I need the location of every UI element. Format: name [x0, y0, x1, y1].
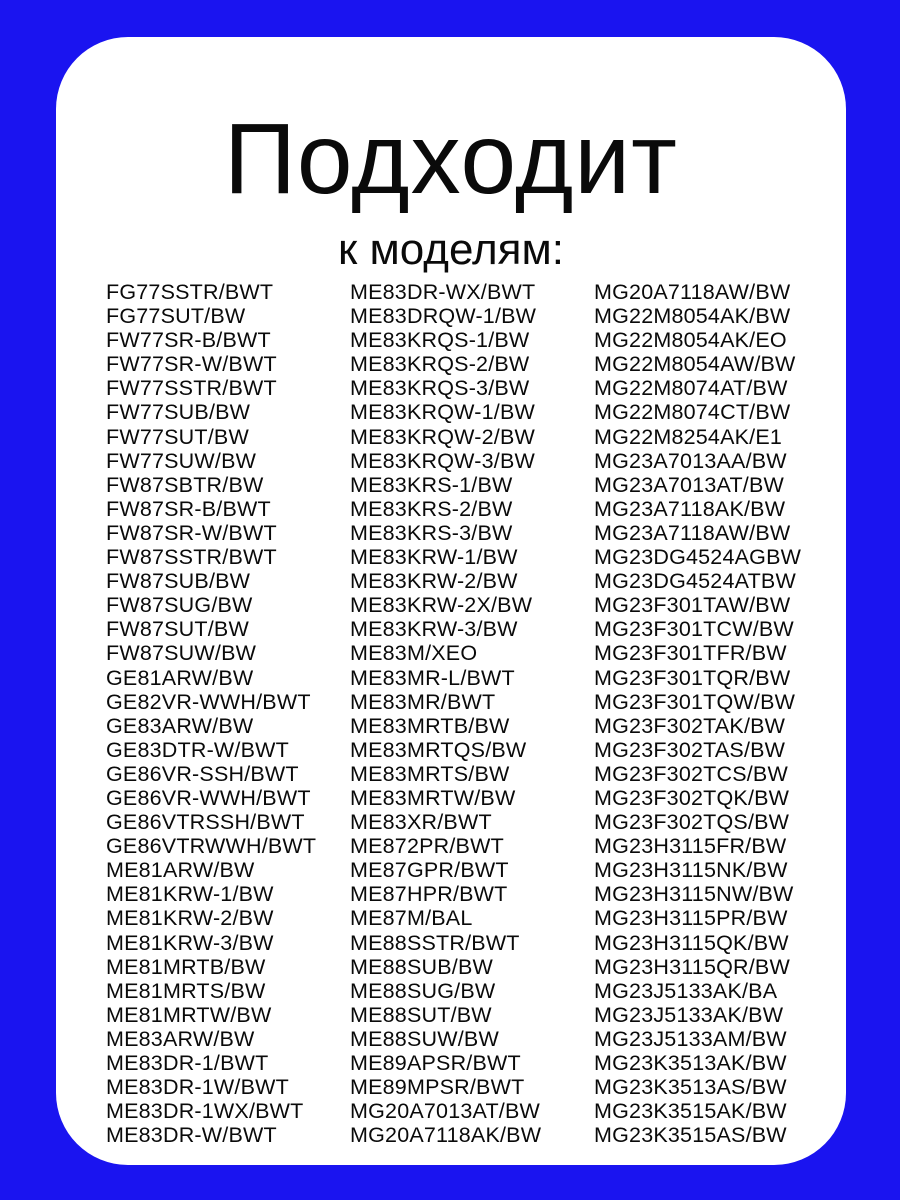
model-list-column-1 — [106, 280, 316, 1147]
model-item: MG23A7013AA/BW — [594, 448, 787, 473]
model-item: ME88SUG/BW — [350, 978, 496, 1003]
model-list-column-2 — [350, 280, 541, 1147]
model-item: MG23A7013AT/BW — [594, 472, 785, 497]
model-item: FG77SSTR/BWT — [106, 280, 274, 304]
model-item: MG23F302TAS/BW — [594, 737, 786, 762]
model-item: GE86VR-SSH/BWT — [106, 761, 299, 786]
model-item: MG23J5133AM/BW — [594, 1026, 787, 1051]
model-item: MG20A7013AT/BW — [350, 1099, 541, 1124]
model-item: MG23F301TQW/BW — [594, 689, 796, 714]
model-item: MG23F301TAW/BW — [594, 593, 791, 618]
model-item: FW77SUT/BW — [106, 424, 249, 449]
model-item: FW77SUB/BW — [106, 400, 251, 425]
model-item: MG22M8054AK/EO — [594, 328, 787, 353]
model-item: ME81MRTB/BW — [106, 954, 266, 979]
model-item: ME83KRS-3/BW — [350, 520, 513, 545]
model-item: MG23H3115PR/BW — [594, 906, 788, 931]
model-item: ME83KRQW-2/BW — [350, 424, 535, 449]
model-item: MG23H3115QR/BW — [594, 954, 790, 979]
model-item: FW87SUT/BW — [106, 617, 249, 642]
model-item: ME83XR/BWT — [350, 810, 492, 835]
model-item: MG23J5133AK/BW — [594, 1002, 784, 1027]
model-item: ME83KRW-2/BW — [350, 569, 518, 594]
model-item: ME88SUT/BW — [350, 1002, 492, 1027]
model-item: ME88SUB/BW — [350, 954, 493, 979]
model-item: ME83KRS-1/BW — [350, 472, 513, 497]
model-item: MG23K3515AS/BW — [594, 1123, 787, 1148]
model-item: ME83DR-1W/BWT — [106, 1075, 289, 1100]
model-item: ME83MRTW/BW — [350, 785, 516, 810]
model-item: GE86VTRWWH/BWT — [106, 834, 317, 859]
model-item: ME83KRQS-2/BW — [350, 352, 530, 377]
model-item: MG23A7118AK/BW — [594, 496, 786, 521]
model-item: ME83MRTQS/BW — [350, 737, 527, 762]
model-item: MG23H3115FR/BW — [594, 834, 787, 859]
model-item: FW87SSTR/BWT — [106, 545, 277, 570]
model-item: MG23F302TQS/BW — [594, 810, 790, 835]
model-item: ME88SSTR/BWT — [350, 930, 520, 955]
model-item: MG22M8254AK/E1 — [594, 424, 783, 449]
model-item: FW77SSTR/BWT — [106, 376, 277, 401]
model-item: ME87HPR/BWT — [350, 882, 508, 907]
model-item: MG20A7118AK/BW — [350, 1123, 542, 1148]
model-item: ME81MRTS/BW — [106, 978, 266, 1003]
model-item: GE86VR-WWH/BWT — [106, 785, 311, 810]
model-item: FW77SR-B/BWT — [106, 328, 271, 353]
model-item: ME83KRW-1/BW — [350, 545, 518, 570]
model-item: FW87SR-B/BWT — [106, 496, 271, 521]
model-item: FW87SR-W/BWT — [106, 520, 277, 545]
model-item: ME83DR-W/BWT — [106, 1123, 277, 1148]
model-item: ME872PR/BWT — [350, 834, 504, 859]
model-item: MG23DG4524ATBW — [594, 569, 796, 594]
model-item: ME83DR-1WX/BWT — [106, 1099, 304, 1124]
model-item: MG23F301TCW/BW — [594, 617, 794, 642]
model-item: MG23F301TFR/BW — [594, 641, 787, 666]
model-item: MG20A7118AW/BW — [594, 280, 791, 304]
model-item: ME87M/BAL — [350, 906, 473, 931]
model-item: MG23A7118AW/BW — [594, 520, 791, 545]
model-item: MG23H3115NK/BW — [594, 858, 788, 883]
model-item: ME83DR-1/BWT — [106, 1051, 269, 1075]
model-item: ME81KRW-2/BW — [106, 906, 274, 931]
model-item: ME81MRTW/BW — [106, 1002, 272, 1027]
model-item: ME83KRQS-1/BW — [350, 328, 530, 353]
model-item: ME83MR/BWT — [350, 689, 496, 714]
model-item: GE83ARW/BW — [106, 713, 254, 738]
model-item: MG23F301TQR/BW — [594, 665, 791, 690]
model-item: ME83MR-L/BWT — [350, 665, 515, 690]
model-item: ME87GPR/BWT — [350, 858, 509, 883]
model-item: MG23J5133AK/BA — [594, 978, 778, 1003]
model-item: ME83ARW/BW — [106, 1026, 255, 1051]
model-item: ME81ARW/BW — [106, 858, 255, 883]
model-item: MG23F302TAK/BW — [594, 713, 786, 738]
model-item: ME89APSR/BWT — [350, 1051, 521, 1075]
model-item: ME83KRW-3/BW — [350, 617, 518, 642]
model-item: ME83M/XEO — [350, 641, 478, 666]
model-item: ME83MRTB/BW — [350, 713, 510, 738]
model-item: ME83KRQS-3/BW — [350, 376, 530, 401]
model-item: FW87SUW/BW — [106, 641, 257, 666]
model-item: ME89MPSR/BWT — [350, 1075, 525, 1100]
model-item: FW87SUG/BW — [106, 593, 253, 618]
model-item: FW87SBTR/BW — [106, 472, 264, 497]
model-item: ME83MRTS/BW — [350, 761, 510, 786]
model-item: MG23H3115NW/BW — [594, 882, 794, 907]
model-item: MG23F302TCS/BW — [594, 761, 788, 786]
model-item: ME83KRQW-3/BW — [350, 448, 535, 473]
model-item: GE83DTR-W/BWT — [106, 737, 289, 762]
model-item: ME83KRW-2X/BW — [350, 593, 533, 618]
model-item: ME83KRQW-1/BW — [350, 400, 535, 425]
model-item: MG23F302TQK/BW — [594, 785, 790, 810]
model-item: MG23K3513AS/BW — [594, 1075, 787, 1100]
model-item: MG23K3513AK/BW — [594, 1051, 787, 1075]
model-item: MG23DG4524AGBW — [594, 545, 802, 570]
page-subtitle: к моделям: — [338, 225, 564, 274]
model-item: FG77SUT/BW — [106, 304, 246, 329]
model-item: MG22M8074AT/BW — [594, 376, 788, 401]
model-item: ME83DR-WX/BWT — [350, 280, 536, 304]
model-item: ME83KRS-2/BW — [350, 496, 513, 521]
model-columns — [106, 280, 866, 1150]
model-item: FW77SUW/BW — [106, 448, 257, 473]
page-title: Подходит — [224, 103, 678, 215]
model-list-column-3 — [594, 280, 801, 1147]
model-item: MG23H3115QK/BW — [594, 930, 789, 955]
model-item: ME81KRW-3/BW — [106, 930, 274, 955]
model-item: MG22M8054AK/BW — [594, 304, 791, 329]
model-item: ME83DRQW-1/BW — [350, 304, 537, 329]
model-item: GE81ARW/BW — [106, 665, 254, 690]
model-item: GE86VTRSSH/BWT — [106, 810, 305, 835]
model-item: MG22M8054AW/BW — [594, 352, 796, 377]
model-item: ME81KRW-1/BW — [106, 882, 274, 907]
model-item: FW77SR-W/BWT — [106, 352, 277, 377]
model-item: MG22M8074CT/BW — [594, 400, 791, 425]
model-item: GE82VR-WWH/BWT — [106, 689, 311, 714]
model-item: FW87SUB/BW — [106, 569, 251, 594]
model-item: MG23K3515AK/BW — [594, 1099, 787, 1124]
model-item: ME88SUW/BW — [350, 1026, 499, 1051]
